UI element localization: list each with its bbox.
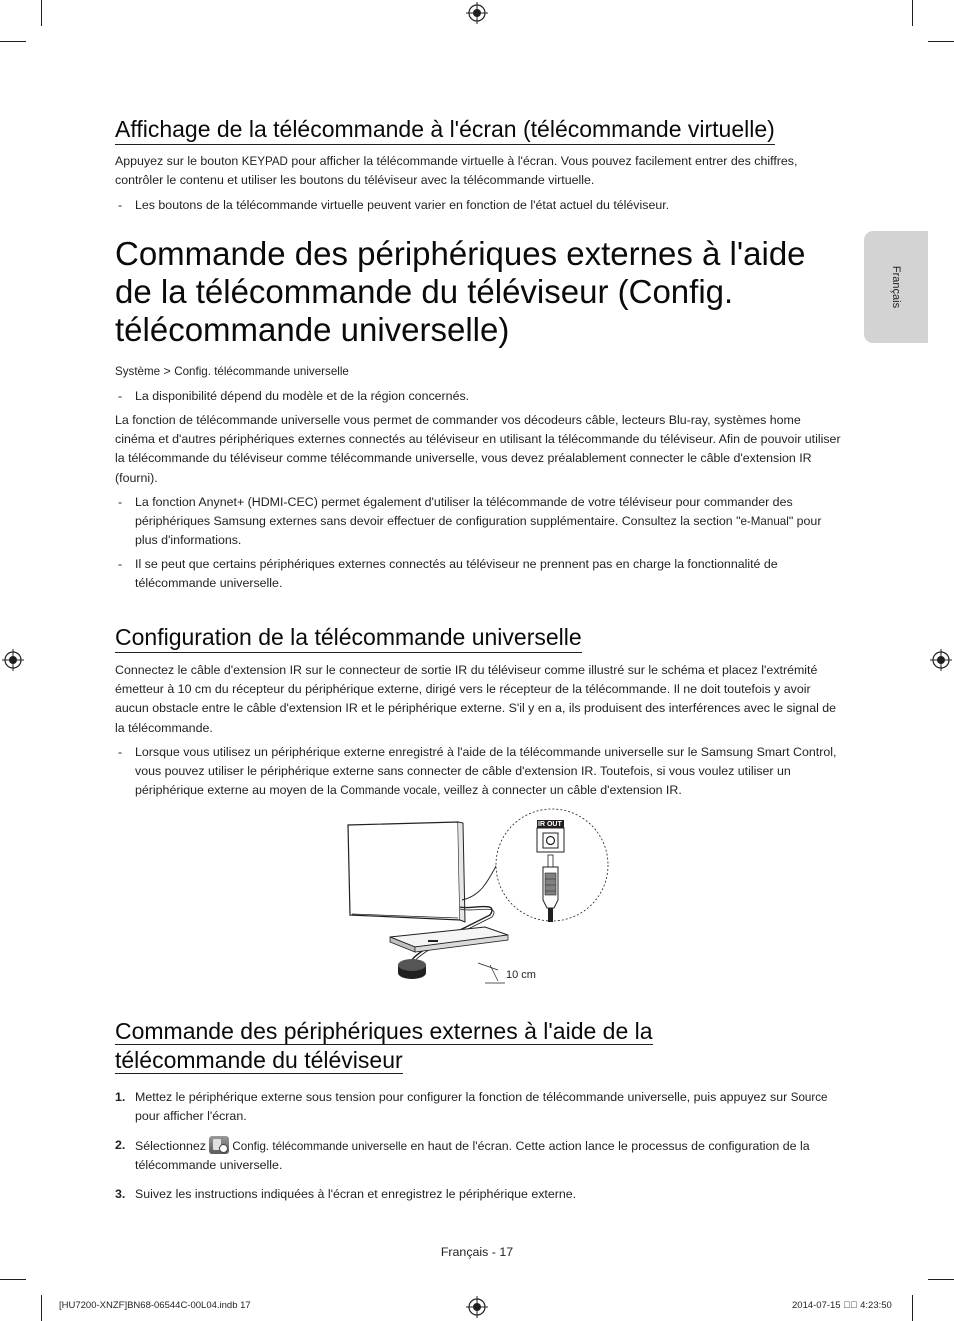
- section-heading-control: Commande des périphériques externes à l'aide de la télécommande du téléviseur: [115, 1018, 653, 1073]
- crop-mark: [41, 0, 42, 26]
- note-virtual-remote: Les boutons de la télécommande virtuelle peuvent varier en fonction de l'état actuel du téléviseur.: [135, 198, 670, 212]
- crop-mark: [912, 1295, 913, 1321]
- note-availability: La disponibilité dépend du modèle et de la région concernés.: [135, 389, 470, 403]
- note-smart-control: Lorsque vous utilisez un périphérique externe enregistré à l'aide de la télécommande universelle sur le Samsung Smart Control, vous pouvez utiliser le périphérique externe sans connecter de câble d'extension IR. Toutefois, si vous voulez utiliser un périphérique externe au moyen de la Commande vocale, veillez à connecter un câble d'extension IR.: [135, 745, 837, 798]
- crop-mark: [0, 1279, 26, 1280]
- crosshair-registration-icon: [466, 1296, 488, 1318]
- note-dash: -: [118, 198, 123, 212]
- step-number: 2.: [115, 1138, 126, 1152]
- step-3: Suivez les instructions indiquées à l'écran et enregistrez le périphérique externe.: [135, 1187, 577, 1201]
- note-dash: -: [118, 745, 123, 759]
- remote-setup-icon: [209, 1136, 229, 1154]
- print-file-info: [HU7200-XNZF]BN68-06544C-00L04.indb 17: [59, 1300, 251, 1311]
- language-tab: [864, 231, 928, 343]
- crosshair-registration-icon: [466, 2, 488, 24]
- paragraph-configuration: Connectez le câble d'extension IR sur le connecteur de sortie IR du téléviseur comme illustré sur le schéma et placez l'extrémité émetteur à 10 cm du récepteur du périphérique externe, dirigé vers le récepteur de la télécommande. Il ne doit toutefois y avoir aucun obstacle entre le câble d'extension IR et le périphérique externe. S'il y en a, ils produisent des interférences avec le signal de la télécommande.: [115, 663, 837, 735]
- keypad-button-label: KEYPAD: [241, 155, 288, 168]
- chapter-title: Commande des périphériques externes à l'aide de la télécommande du téléviseur (Config. télécommande universelle): [115, 235, 806, 348]
- ir-extender-diagram: [340, 805, 620, 990]
- note-dash: -: [118, 557, 123, 571]
- crop-mark: [928, 41, 954, 42]
- step-2: Sélectionnez Config. télécommande universelle en haut de l'écran. Cette action lance le processus de configuration de la télécommande universelle.: [135, 1136, 843, 1175]
- crop-mark: [912, 0, 913, 26]
- crop-mark: [41, 1295, 42, 1321]
- note-compatibility: Il se peut que certains périphériques externes connectés au téléviseur ne prennent pas en charge la fonctionnalité de télécommande universelle.: [135, 557, 778, 591]
- crop-mark: [928, 1279, 954, 1280]
- crop-mark: [0, 41, 26, 42]
- ir-emitter-illustration: [398, 959, 426, 979]
- paragraph-universal-remote: La fonction de télécommande universelle vous permet de commander vos décodeurs câble, lecteurs Blu-ray, systèmes home cinéma et d'autres périphériques externes connectés au téléviseur en utilisant la télécommande du téléviseur. Afin de pouvoir utiliser la télécommande du téléviseur comme télécommande universelle, vous devez préalablement connecter le câble d'extension IR (fourni).: [115, 413, 841, 485]
- external-device-illustration: [390, 927, 508, 952]
- section-heading-virtual-remote: Affichage de la télécommande à l'écran (télécommande virtuelle): [115, 115, 775, 145]
- distance-label: 10 cm: [506, 969, 536, 981]
- crosshair-registration-icon: [2, 649, 24, 671]
- tv-illustration: [348, 822, 465, 922]
- step-number: 1.: [115, 1090, 126, 1104]
- note-anynet: La fonction Anynet+ (HDMI-CEC) permet également d'utiliser la télécommande de votre téléviseur pour commander des périphériques Samsung externes sans devoir effectuer de configuration supplémentaire. Consultez la section "e-Manual" pour plus d'informations.: [135, 495, 822, 548]
- paragraph-virtual-remote: Appuyez sur le bouton KEYPAD pour afficher la télécommande virtuelle à l'écran. Vous pouvez facilement entrer des chiffres, contrôler le contenu et utiliser les boutons du téléviseur avec la télécommande virtuelle.: [115, 154, 798, 188]
- note-dash: -: [118, 389, 123, 403]
- language-tab-label: Français: [890, 265, 902, 309]
- step-1: Mettez le périphérique externe sous tension pour configurer la fonction de télécommande universelle, puis appuyez sur Source pour afficher l'écran.: [135, 1090, 828, 1124]
- crosshair-registration-icon: [930, 649, 952, 671]
- note-dash: -: [118, 495, 123, 509]
- menu-path: Système > Config. télécommande universelle: [115, 364, 349, 378]
- section-heading-configuration: Configuration de la télécommande universelle: [115, 623, 582, 653]
- ir-out-label: IR OUT: [538, 821, 562, 828]
- page-number: Français - 17: [440, 1245, 514, 1259]
- step-number: 3.: [115, 1187, 126, 1201]
- print-date-info: 2014-07-15 ￿￿ 4:23:50: [792, 1300, 892, 1311]
